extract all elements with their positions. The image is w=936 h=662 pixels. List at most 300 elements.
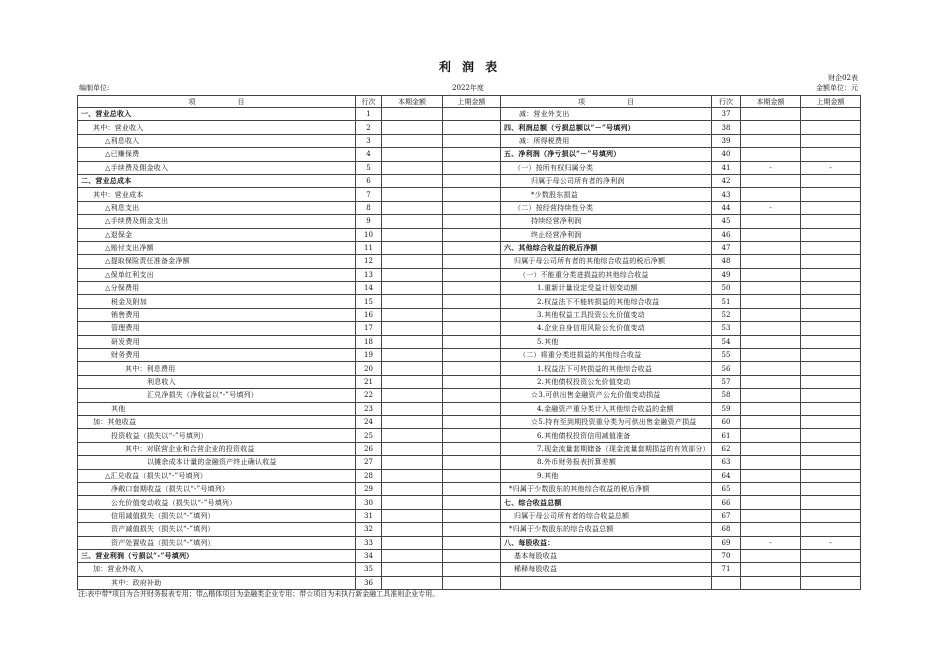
right-item-label: ☆3.可供出售金融资产公允价值变动损益 bbox=[501, 389, 712, 402]
table-row bbox=[78, 215, 861, 228]
table-row bbox=[78, 482, 861, 495]
right-previous-amount: - bbox=[801, 536, 861, 549]
left-item-label: 投资收益（损失以“-”号填列） bbox=[78, 429, 356, 442]
right-line-number: 69 bbox=[712, 536, 741, 549]
right-previous-amount bbox=[801, 335, 861, 348]
table-row bbox=[78, 228, 861, 241]
right-line-number: 62 bbox=[712, 442, 741, 455]
left-item-label: △已赚保费 bbox=[78, 148, 356, 161]
left-item-label: 信用减值损失（损失以“-”填列） bbox=[78, 509, 356, 522]
left-line-number: 16 bbox=[356, 308, 382, 321]
right-current-amount bbox=[741, 188, 801, 201]
left-current-amount bbox=[382, 429, 443, 442]
left-current-amount bbox=[382, 215, 443, 228]
right-item-label: 3.其他权益工具投资公允价值变动 bbox=[501, 308, 712, 321]
right-previous-amount bbox=[801, 523, 861, 536]
right-item-label: 减：营业外支出 bbox=[501, 108, 712, 121]
left-item-label: 二、营业总成本 bbox=[78, 174, 356, 187]
left-line-number: 29 bbox=[356, 482, 382, 495]
right-item-label: 1.重新计量设定受益计划变动额 bbox=[501, 282, 712, 295]
right-line-number: 60 bbox=[712, 415, 741, 428]
table-row bbox=[78, 536, 861, 549]
left-line-number: 3 bbox=[356, 134, 382, 147]
left-previous-amount bbox=[443, 148, 501, 161]
left-item-label: 一、营业总收入 bbox=[78, 108, 356, 121]
left-previous-amount bbox=[443, 308, 501, 321]
left-previous-amount bbox=[443, 456, 501, 469]
left-current-amount bbox=[382, 442, 443, 455]
right-previous-amount bbox=[801, 362, 861, 375]
right-previous-amount bbox=[801, 349, 861, 362]
right-current-amount bbox=[741, 108, 801, 121]
form-code: 财企02表 bbox=[828, 74, 858, 82]
left-previous-amount bbox=[443, 362, 501, 375]
right-previous-amount bbox=[801, 201, 861, 214]
table-row bbox=[78, 523, 861, 536]
left-line-number: 22 bbox=[356, 389, 382, 402]
left-item-label: 以摊余成本计量的金融资产终止确认收益 bbox=[78, 456, 356, 469]
left-previous-amount bbox=[443, 442, 501, 455]
left-item-label: 其中：营业收入 bbox=[78, 121, 356, 134]
right-current-amount bbox=[741, 282, 801, 295]
right-previous-amount bbox=[801, 429, 861, 442]
right-previous-amount bbox=[801, 174, 861, 187]
left-item-label: △利息收入 bbox=[78, 134, 356, 147]
left-line-number: 32 bbox=[356, 523, 382, 536]
left-previous-amount bbox=[443, 563, 501, 576]
right-item-label: （二）将重分类进损益的其他综合收益 bbox=[501, 349, 712, 362]
left-line-number: 4 bbox=[356, 148, 382, 161]
left-current-amount bbox=[382, 241, 443, 254]
right-line-number: 44 bbox=[712, 201, 741, 214]
left-item-label: △分保费用 bbox=[78, 282, 356, 295]
left-current-amount bbox=[382, 108, 443, 121]
right-previous-amount bbox=[801, 228, 861, 241]
right-previous-amount bbox=[801, 322, 861, 335]
left-previous-amount bbox=[443, 375, 501, 388]
table-row bbox=[78, 255, 861, 268]
right-line-number: 71 bbox=[712, 563, 741, 576]
table-row bbox=[78, 161, 861, 174]
right-current-amount bbox=[741, 322, 801, 335]
table-header-row bbox=[78, 96, 861, 108]
left-item-label: 净敞口套期收益（损失以“-”号填列） bbox=[78, 482, 356, 495]
left-current-amount bbox=[382, 549, 443, 562]
right-current-amount bbox=[741, 402, 801, 415]
right-previous-header: 上期金额 bbox=[801, 96, 861, 108]
right-previous-amount bbox=[801, 469, 861, 482]
right-line-number: 37 bbox=[712, 108, 741, 121]
left-item-label: 加：其他收益 bbox=[78, 415, 356, 428]
report-period: 2022年度 bbox=[452, 84, 484, 92]
right-line-number: 38 bbox=[712, 121, 741, 134]
left-current-amount bbox=[382, 322, 443, 335]
left-current-amount bbox=[382, 349, 443, 362]
right-previous-amount bbox=[801, 241, 861, 254]
report-title: 利 润 表 bbox=[438, 60, 501, 74]
left-previous-amount bbox=[443, 241, 501, 254]
left-line-number: 6 bbox=[356, 174, 382, 187]
table-row bbox=[78, 134, 861, 147]
right-line-number: 48 bbox=[712, 255, 741, 268]
table-body bbox=[78, 108, 861, 590]
right-line-number: 42 bbox=[712, 174, 741, 187]
left-line-number: 30 bbox=[356, 496, 382, 509]
right-previous-amount bbox=[801, 295, 861, 308]
left-line-number: 10 bbox=[356, 228, 382, 241]
left-current-amount bbox=[382, 295, 443, 308]
table-row bbox=[78, 295, 861, 308]
left-item-label: △赔付支出净额 bbox=[78, 241, 356, 254]
left-previous-amount bbox=[443, 161, 501, 174]
table-row bbox=[78, 201, 861, 214]
right-current-amount bbox=[741, 255, 801, 268]
left-previous-amount bbox=[443, 496, 501, 509]
right-line-number: 61 bbox=[712, 429, 741, 442]
right-previous-amount bbox=[801, 496, 861, 509]
left-item-label: 资产处置收益（损失以“-”填列） bbox=[78, 536, 356, 549]
right-previous-amount bbox=[801, 415, 861, 428]
right-item-label: *归属于少数股东的其他综合收益的税后净额 bbox=[501, 482, 712, 495]
table-row bbox=[78, 549, 861, 562]
left-current-amount bbox=[382, 174, 443, 187]
right-previous-amount bbox=[801, 108, 861, 121]
left-current-amount bbox=[382, 415, 443, 428]
left-item-label: △提取保险责任准备金净额 bbox=[78, 255, 356, 268]
table-row bbox=[78, 108, 861, 121]
right-current-amount bbox=[741, 148, 801, 161]
left-current-amount bbox=[382, 456, 443, 469]
right-line-number: 63 bbox=[712, 456, 741, 469]
table-row bbox=[78, 322, 861, 335]
right-item-label: 9.其他 bbox=[501, 469, 712, 482]
right-item-label: *少数股东损益 bbox=[501, 188, 712, 201]
right-current-header: 本期金额 bbox=[741, 96, 801, 108]
right-item-label: 7.现金流量套期储备（现金流量套期损益的有效部分） bbox=[501, 442, 712, 455]
left-current-header: 本期金额 bbox=[382, 96, 443, 108]
table-row bbox=[78, 576, 861, 589]
right-previous-amount bbox=[801, 389, 861, 402]
left-item-label: 研发费用 bbox=[78, 335, 356, 348]
left-previous-amount bbox=[443, 228, 501, 241]
right-item-label: 8.外币财务报表折算差额 bbox=[501, 456, 712, 469]
preparing-unit-label: 编制单位: bbox=[79, 84, 110, 92]
table-row bbox=[78, 148, 861, 161]
left-current-amount bbox=[382, 576, 443, 589]
left-previous-amount bbox=[443, 349, 501, 362]
table-row bbox=[78, 268, 861, 281]
right-line-number: 50 bbox=[712, 282, 741, 295]
left-current-amount bbox=[382, 563, 443, 576]
table-row bbox=[78, 456, 861, 469]
left-item-label: 税金及附加 bbox=[78, 295, 356, 308]
right-item-label: （二）按经营持续性分类 bbox=[501, 201, 712, 214]
left-item-header: 项 目 bbox=[78, 96, 356, 108]
right-current-amount bbox=[741, 134, 801, 147]
table-row bbox=[78, 563, 861, 576]
left-current-amount bbox=[382, 469, 443, 482]
left-line-number: 36 bbox=[356, 576, 382, 589]
right-current-amount bbox=[741, 482, 801, 495]
right-line-number: 68 bbox=[712, 523, 741, 536]
left-line-number: 28 bbox=[356, 469, 382, 482]
right-item-label: *归属于少数股东的综合收益总额 bbox=[501, 523, 712, 536]
left-current-amount bbox=[382, 496, 443, 509]
left-previous-amount bbox=[443, 134, 501, 147]
left-line-number: 27 bbox=[356, 456, 382, 469]
right-current-amount bbox=[741, 429, 801, 442]
left-previous-amount bbox=[443, 536, 501, 549]
right-line-number: 51 bbox=[712, 295, 741, 308]
left-current-amount bbox=[382, 482, 443, 495]
left-item-label: △退保金 bbox=[78, 228, 356, 241]
right-item-label: 2.其他债权投资公允价值变动 bbox=[501, 375, 712, 388]
right-current-amount bbox=[741, 523, 801, 536]
left-line-number: 19 bbox=[356, 349, 382, 362]
right-item-label: 归属于母公司所有者的综合收益总额 bbox=[501, 509, 712, 522]
right-current-amount bbox=[741, 456, 801, 469]
right-item-label: 五、净利润（净亏损以“－”号填列） bbox=[501, 148, 712, 161]
right-line-number: 52 bbox=[712, 308, 741, 321]
left-previous-amount bbox=[443, 415, 501, 428]
left-item-label: △利息支出 bbox=[78, 201, 356, 214]
left-line-number: 2 bbox=[356, 121, 382, 134]
left-line-number: 14 bbox=[356, 282, 382, 295]
table-row bbox=[78, 509, 861, 522]
right-line-number: 46 bbox=[712, 228, 741, 241]
left-previous-amount bbox=[443, 268, 501, 281]
right-current-amount bbox=[741, 349, 801, 362]
right-previous-amount bbox=[801, 282, 861, 295]
left-item-label: △保单红利支出 bbox=[78, 268, 356, 281]
left-current-amount bbox=[382, 509, 443, 522]
table-row bbox=[78, 188, 861, 201]
left-item-label: △汇兑收益（损失以“-”号填列） bbox=[78, 469, 356, 482]
left-item-label: 其中：政府补助 bbox=[78, 576, 356, 589]
right-line-header: 行次 bbox=[712, 96, 741, 108]
left-current-amount bbox=[382, 188, 443, 201]
left-current-amount bbox=[382, 255, 443, 268]
left-previous-amount bbox=[443, 549, 501, 562]
right-line-number: 55 bbox=[712, 349, 741, 362]
left-current-amount bbox=[382, 402, 443, 415]
right-line-number: 45 bbox=[712, 215, 741, 228]
table-row bbox=[78, 496, 861, 509]
right-item-label: 稀释每股收益 bbox=[501, 563, 712, 576]
left-item-label: 其中：对联营企业和合营企业的投资收益 bbox=[78, 442, 356, 455]
table-row bbox=[78, 282, 861, 295]
left-line-number: 18 bbox=[356, 335, 382, 348]
left-current-amount bbox=[382, 523, 443, 536]
right-line-number: 56 bbox=[712, 362, 741, 375]
right-previous-amount bbox=[801, 482, 861, 495]
right-item-label: 基本每股收益 bbox=[501, 549, 712, 562]
right-item-label: 六、其他综合收益的税后净额 bbox=[501, 241, 712, 254]
left-item-label: 其中：营业成本 bbox=[78, 188, 356, 201]
right-item-label: （一）按所有权归属分类 bbox=[501, 161, 712, 174]
right-current-amount bbox=[741, 295, 801, 308]
left-item-label: 利息收入 bbox=[78, 375, 356, 388]
right-current-amount bbox=[741, 415, 801, 428]
right-item-label bbox=[501, 576, 712, 589]
left-previous-amount bbox=[443, 429, 501, 442]
right-item-label: ☆5.持有至到期投资重分类为可供出售金融资产损益 bbox=[501, 415, 712, 428]
left-current-amount bbox=[382, 134, 443, 147]
right-line-number: 41 bbox=[712, 161, 741, 174]
left-previous-amount bbox=[443, 174, 501, 187]
left-item-label: 汇兑净损失（净收益以“-”号填列） bbox=[78, 389, 356, 402]
right-previous-amount bbox=[801, 576, 861, 589]
left-line-number: 17 bbox=[356, 322, 382, 335]
right-current-amount bbox=[741, 496, 801, 509]
right-current-amount bbox=[741, 389, 801, 402]
left-item-label: 加：营业外收入 bbox=[78, 563, 356, 576]
left-current-amount bbox=[382, 268, 443, 281]
table-row bbox=[78, 335, 861, 348]
right-current-amount bbox=[741, 563, 801, 576]
right-previous-amount bbox=[801, 148, 861, 161]
right-line-number bbox=[712, 576, 741, 589]
left-line-number: 20 bbox=[356, 362, 382, 375]
left-previous-amount bbox=[443, 389, 501, 402]
right-line-number: 59 bbox=[712, 402, 741, 415]
left-line-header: 行次 bbox=[356, 96, 382, 108]
right-item-label: 4.金融资产重分类计入其他综合收益的金额 bbox=[501, 402, 712, 415]
left-line-number: 26 bbox=[356, 442, 382, 455]
table-row bbox=[78, 174, 861, 187]
left-current-amount bbox=[382, 389, 443, 402]
right-current-amount bbox=[741, 174, 801, 187]
right-previous-amount bbox=[801, 456, 861, 469]
table-row bbox=[78, 402, 861, 415]
table-row bbox=[78, 308, 861, 321]
right-item-label: 八、每股收益： bbox=[501, 536, 712, 549]
left-previous-amount bbox=[443, 201, 501, 214]
left-line-number: 5 bbox=[356, 161, 382, 174]
left-previous-header: 上期金额 bbox=[443, 96, 501, 108]
right-previous-amount bbox=[801, 121, 861, 134]
right-previous-amount bbox=[801, 134, 861, 147]
right-line-number: 43 bbox=[712, 188, 741, 201]
right-item-label: 归属于母公司所有者的其他综合收益的税后净额 bbox=[501, 255, 712, 268]
left-item-label: 销售费用 bbox=[78, 308, 356, 321]
left-current-amount bbox=[382, 282, 443, 295]
right-previous-amount bbox=[801, 402, 861, 415]
left-current-amount bbox=[382, 308, 443, 321]
right-item-header: 项 目 bbox=[501, 96, 712, 108]
left-line-number: 31 bbox=[356, 509, 382, 522]
left-current-amount bbox=[382, 148, 443, 161]
left-previous-amount bbox=[443, 295, 501, 308]
currency-unit: 金额单位：元 bbox=[816, 84, 858, 92]
table-row bbox=[78, 389, 861, 402]
left-line-number: 7 bbox=[356, 188, 382, 201]
right-item-label: （一）不能重分类进损益的其他综合收益 bbox=[501, 268, 712, 281]
table-row bbox=[78, 349, 861, 362]
left-line-number: 34 bbox=[356, 549, 382, 562]
left-line-number: 11 bbox=[356, 241, 382, 254]
left-previous-amount bbox=[443, 509, 501, 522]
left-line-number: 15 bbox=[356, 295, 382, 308]
left-line-number: 23 bbox=[356, 402, 382, 415]
right-current-amount bbox=[741, 362, 801, 375]
left-item-label: 资产减值损失（损失以“-”填列） bbox=[78, 523, 356, 536]
right-previous-amount bbox=[801, 563, 861, 576]
left-previous-amount bbox=[443, 402, 501, 415]
right-item-label: 6.其他债权投资信用减值准备 bbox=[501, 429, 712, 442]
right-line-number: 70 bbox=[712, 549, 741, 562]
left-line-number: 33 bbox=[356, 536, 382, 549]
left-item-label: 其中：利息费用 bbox=[78, 362, 356, 375]
right-previous-amount bbox=[801, 549, 861, 562]
right-previous-amount bbox=[801, 509, 861, 522]
income-statement-table bbox=[77, 95, 861, 590]
right-previous-amount bbox=[801, 255, 861, 268]
right-previous-amount bbox=[801, 268, 861, 281]
right-line-number: 54 bbox=[712, 335, 741, 348]
right-line-number: 64 bbox=[712, 469, 741, 482]
table-row bbox=[78, 375, 861, 388]
right-current-amount bbox=[741, 469, 801, 482]
footnote: 注:表中带*项目为合并财务报表专用；带△楷体项目为金融类企业专用；带☆项目为未执行新金融工具准则企业专用。 bbox=[78, 590, 440, 598]
left-line-number: 35 bbox=[356, 563, 382, 576]
right-item-label: 2.权益法下不能转损益的其他综合收益 bbox=[501, 295, 712, 308]
right-current-amount bbox=[741, 375, 801, 388]
right-current-amount bbox=[741, 576, 801, 589]
left-item-label: 三、营业利润（亏损以“-”号填列） bbox=[78, 549, 356, 562]
right-item-label: 减：所得税费用 bbox=[501, 134, 712, 147]
right-current-amount bbox=[741, 241, 801, 254]
left-item-label: △手续费及佣金收入 bbox=[78, 161, 356, 174]
left-previous-amount bbox=[443, 322, 501, 335]
right-current-amount bbox=[741, 268, 801, 281]
right-current-amount: - bbox=[741, 201, 801, 214]
right-item-label: 4.企业自身信用风险公允价值变动 bbox=[501, 322, 712, 335]
right-previous-amount bbox=[801, 215, 861, 228]
right-line-number: 40 bbox=[712, 148, 741, 161]
right-line-number: 67 bbox=[712, 509, 741, 522]
left-line-number: 13 bbox=[356, 268, 382, 281]
right-item-label: 七、综合收益总额 bbox=[501, 496, 712, 509]
right-current-amount: - bbox=[741, 536, 801, 549]
left-current-amount bbox=[382, 375, 443, 388]
left-item-label: 管理费用 bbox=[78, 322, 356, 335]
right-current-amount bbox=[741, 509, 801, 522]
table-row bbox=[78, 429, 861, 442]
right-item-label: 持续经营净利润 bbox=[501, 215, 712, 228]
right-previous-amount bbox=[801, 375, 861, 388]
right-current-amount bbox=[741, 442, 801, 455]
right-line-number: 47 bbox=[712, 241, 741, 254]
left-item-label: 财务费用 bbox=[78, 349, 356, 362]
left-item-label: 公允价值变动收益（损失以“-”号填列） bbox=[78, 496, 356, 509]
table-row bbox=[78, 469, 861, 482]
left-current-amount bbox=[382, 121, 443, 134]
left-current-amount bbox=[382, 201, 443, 214]
right-previous-amount bbox=[801, 442, 861, 455]
left-previous-amount bbox=[443, 335, 501, 348]
left-current-amount bbox=[382, 362, 443, 375]
right-line-number: 58 bbox=[712, 389, 741, 402]
right-current-amount bbox=[741, 308, 801, 321]
right-current-amount bbox=[741, 549, 801, 562]
right-line-number: 65 bbox=[712, 482, 741, 495]
left-current-amount bbox=[382, 536, 443, 549]
right-previous-amount: - bbox=[801, 161, 861, 174]
table-row bbox=[78, 241, 861, 254]
right-current-amount bbox=[741, 228, 801, 241]
right-item-label: 5.其他 bbox=[501, 335, 712, 348]
